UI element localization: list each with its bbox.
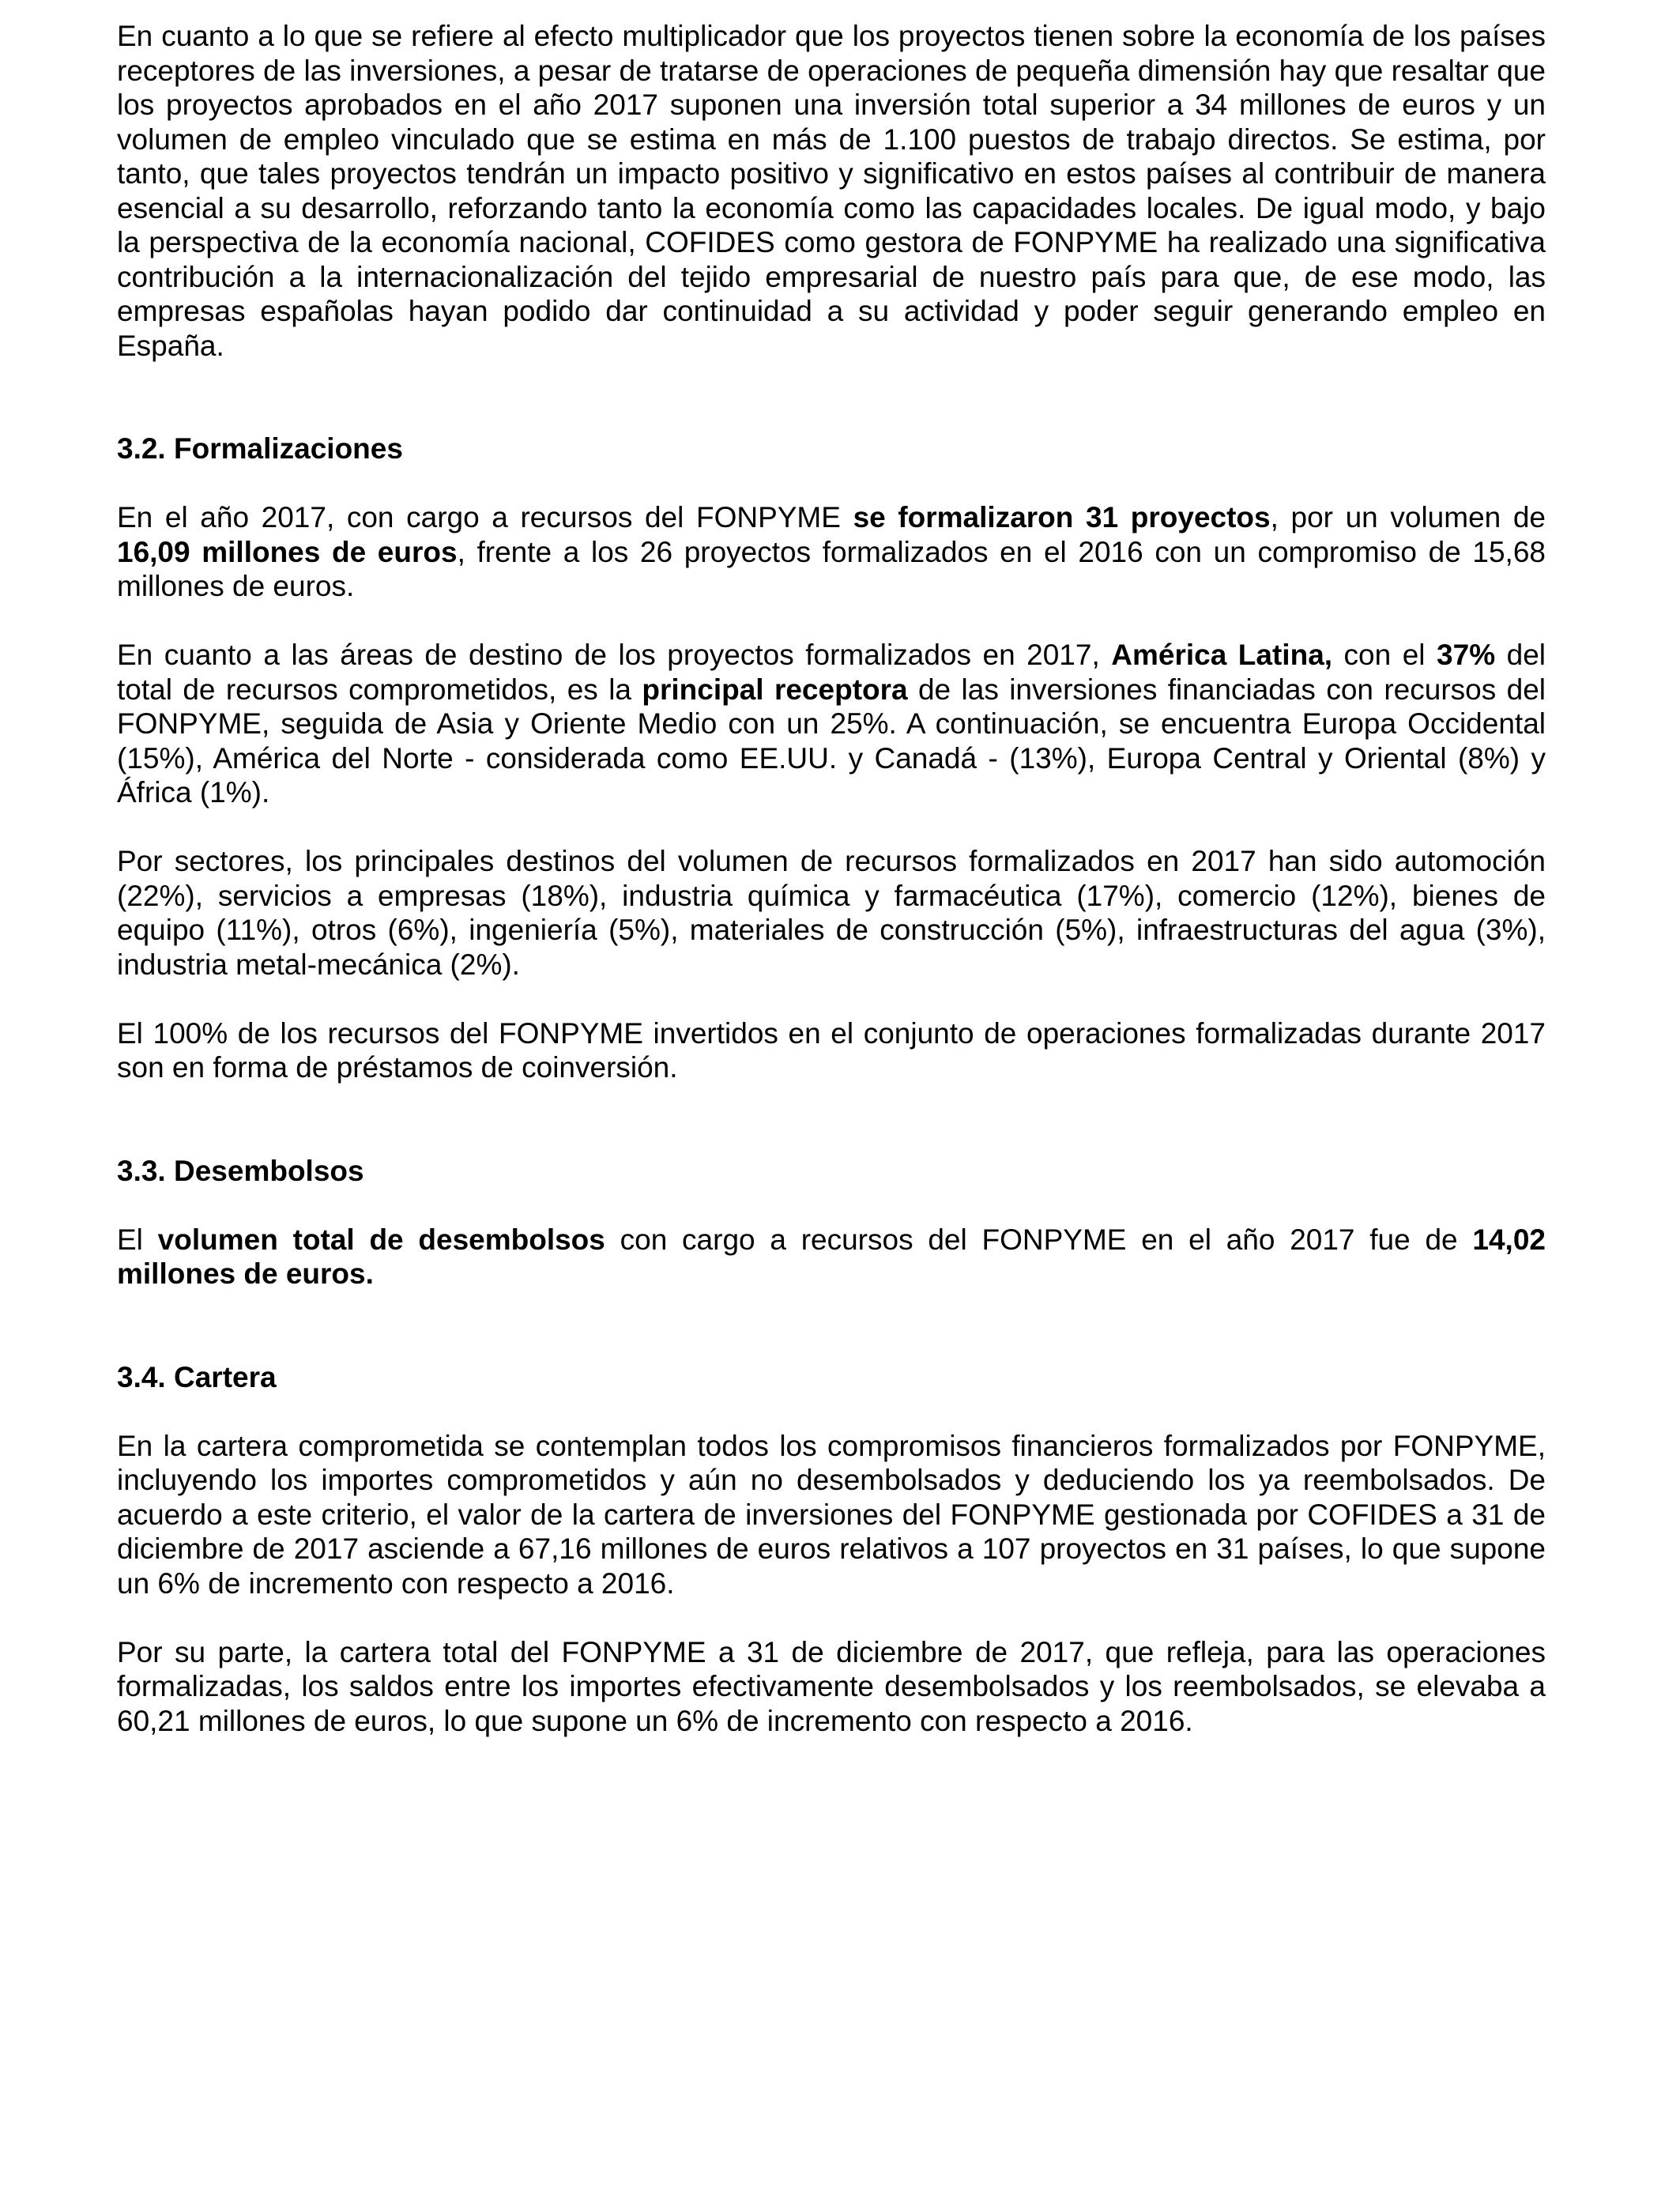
bold-volumen: 16,09 millones de euros [117,535,458,568]
document-page [117,19,1546,1738]
section-heading-formalizaciones: 3.2. Formalizaciones [117,432,403,465]
bold-proyectos-formalizados: se formalizaron 31 proyectos [853,501,1271,533]
cartera-paragraph-1: En la cartera comprometida se contemplan todos los compromisos financieros formalizados por FONPYME, incluyendo los importes comprometidos y aún no desembolsados y deduciendo los ya reembolsados. De acuerdo a este criterio, el valor de la cartera de inversiones del FONPYME gestionada por COFIDES a 31 de diciembre de 2017 asciende a 67,16 millones de euros relativos a 107 proyectos en 31 países, lo que supone un 6% de incremento con respecto a 2016. [117,1429,1546,1600]
formalizaciones-paragraph-4: El 100% de los recursos del FONPYME invertidos en el conjunto de operaciones formalizadas durante 2017 son en forma de préstamos de coinversión. [117,1016,1546,1084]
bold-principal-receptora: principal receptora [642,673,908,706]
formalizaciones-paragraph-1: En el año 2017, con cargo a recursos del FONPYME se formalizaron 31 proyectos, por un volumen de 16,09 millones de euros, frente a los 26 proyectos formalizados en el 2016 con un compromiso de 15,68 millones de euros. [117,501,1546,602]
section-heading-desembolsos: 3.3. Desembolsos [117,1154,364,1187]
formalizaciones-paragraph-3: Por sectores, los principales destinos del volumen de recursos formalizados en 2017 han sido automoción (22%), servicios a empresas (18%), industria química y farmacéutica (17%), comercio (12%), bienes de equipo (11%), otros (6%), ingeniería (5%), materiales de construcción (5%), infraestructuras del agua (3%), industria metal-mecánica (2%). [117,845,1546,981]
formalizaciones-paragraph-2: En cuanto a las áreas de destino de los proyectos formalizados en 2017, América Latina, con el 37% del total de recursos comprometidos, es la principal receptora de las inversiones financiadas con recursos del FONPYME, seguida de Asia y Oriente Medio con un 25%. A continuación, se encuentra Europa Occidental (15%), América del Norte - considerada como EE.UU. y Canadá - (13%), Europa Central y Oriental (8%) y África (1%). [117,639,1546,809]
section-heading-cartera: 3.4. Cartera [117,1360,277,1393]
cartera-paragraph-2: Por su parte, la cartera total del FONPYME a 31 de diciembre de 2017, que refleja, para las operaciones formalizadas, los saldos entre los importes efectivamente desembolsados y los reembolsados, se elevaba a 60,21 millones de euros, lo que supone un 6% de incremento con respecto a 2016. [117,1635,1546,1737]
intro-paragraph: En cuanto a lo que se refiere al efecto multiplicador que los proyectos tienen sobre la economía de los países receptores de las inversiones, a pesar de tratarse de operaciones de pequeña dimensión hay que resaltar que los proyectos aprobados en el año 2017 suponen una inversión total superior a 34 millones de euros y un volumen de empleo vinculado que se estima en más de 1.100 puestos de trabajo directos. Se estima, por tanto, que tales proyectos tendrán un impacto positivo y significativo en estos países al contribuir de manera esencial a su desarrollo, reforzando tanto la economía como las capacidades locales. De igual modo, y bajo la perspectiva de la economía nacional, COFIDES como gestora de FONPYME ha realizado una significativa contribución a la internacionalización del tejido empresarial de nuestro país para que, de ese modo, las empresas españolas hayan podido dar continuidad a su actividad y poder seguir generando empleo en España. [117,20,1546,362]
bold-america-latina: América Latina, [1111,639,1333,671]
bold-importe-desembolsos: 14,02 millones de euros. [117,1223,1546,1290]
bold-porcentaje: 37% [1437,639,1496,671]
desembolsos-paragraph: El volumen total de desembolsos con cargo a recursos del FONPYME en el año 2017 fue de 14,02 millones de euros. [117,1223,1546,1290]
bold-volumen-desembolsos: volumen total de desembolsos [157,1223,605,1256]
